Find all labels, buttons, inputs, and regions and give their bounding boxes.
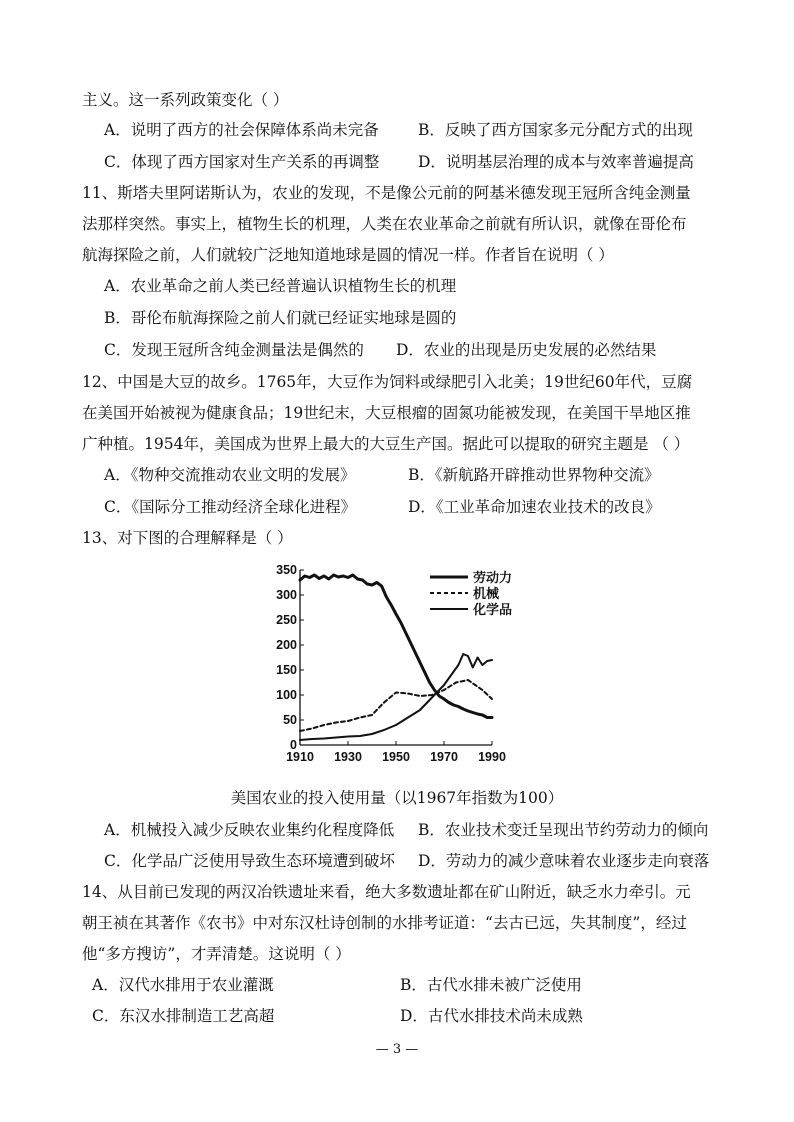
series-line-2 <box>300 680 492 731</box>
q10-option-c: C．体现了西方国家对生产关系的再调整 <box>104 153 380 171</box>
y-tick-label: 200 <box>276 638 297 652</box>
q11-option-a: A．农业革命之前人类已经普遍认识植物生长的机理 <box>104 277 457 295</box>
q10-option-b: B．反映了西方国家多元分配方式的出现 <box>418 121 693 139</box>
page-number: — 3 — <box>375 1042 419 1057</box>
series-line-3 <box>300 654 492 740</box>
q12-option-d: D．《工业革命加速农业技术的改良》 <box>408 498 661 516</box>
q10-option-d: D．说明基层治理的成本与效率普遍提高 <box>418 153 694 171</box>
y-tick-label: 50 <box>283 713 297 727</box>
q11-stem-line-1: 11、斯塔夫里阿诺斯认为，农业的发现，不是像公元前的阿基米德发现王冠所含纯金测量 <box>82 184 691 202</box>
q12-stem-line-1: 12、中国是大豆的故乡。1765年，大豆作为饲料或绿肥引入北美；19世纪60年代，豆腐 <box>82 373 693 391</box>
q14-stem-line-3: 他“多方搜访”，才弄清楚。这说明（ ） <box>82 945 351 963</box>
y-tick-label: 0 <box>290 738 297 752</box>
q12-option-b: B．《新航路开辟推动世界物种交流》 <box>408 466 660 484</box>
q14-stem-line-2: 朝王祯在其著作《农书》中对东汉杜诗创制的水排考证道：“去古已远，失其制度”，经过 <box>82 914 687 932</box>
q13-option-d: D．劳动力的减少意味着农业逐步走向衰落 <box>418 852 710 870</box>
q11-option-d: D．农业的出现是历史发展的必然结果 <box>396 341 657 359</box>
q12-option-c: C．《国际分工推动经济全球化进程》 <box>104 498 357 516</box>
x-tick-label: 1910 <box>286 750 314 764</box>
line-chart-svg <box>270 560 540 775</box>
y-tick-label: 150 <box>276 663 297 677</box>
legend-label-3: 化学品 <box>473 603 513 618</box>
q13-option-a: A．机械投入减少反映农业集约化程度降低 <box>104 821 395 839</box>
q14-option-c: C．东汉水排制造工艺高超 <box>92 1007 275 1025</box>
y-tick-label: 300 <box>276 588 297 602</box>
q14-option-a: A．汉代水排用于农业灌溉 <box>92 976 274 994</box>
legend-label-1: 劳动力 <box>473 571 513 586</box>
q11-stem-line-3: 航海探险之前，人们就较广泛地知道地球是圆的情况一样。作者旨在说明（ ） <box>82 246 614 264</box>
q14-option-b: B．古代水排未被广泛使用 <box>400 976 582 994</box>
q13-stem: 13、对下图的合理解释是（ ） <box>82 529 293 547</box>
q11-stem-line-2: 法那样突然。事实上，植物生长的机理，人类在农业革命之前就有所认识，就像在哥伦布 <box>82 215 687 233</box>
q10-stem-tail: 主义。这一系列政策变化（ ） <box>82 91 289 109</box>
q14-option-d: D．古代水排技术尚未成熟 <box>400 1007 583 1025</box>
q11-option-b: B．哥伦布航海探险之前人们就已经证实地球是圆的 <box>104 309 457 327</box>
q12-option-a: A．《物种交流推动农业文明的发展》 <box>104 466 356 484</box>
q11-option-c: C．发现王冠所含纯金测量法是偶然的 <box>104 341 364 359</box>
q14-stem-line-1: 14、从目前已发现的两汉冶铁遗址来看，绝大多数遗址都在矿山附近，缺乏水力牵引。元 <box>82 883 691 901</box>
x-tick-label: 1930 <box>334 750 362 764</box>
chart-caption: 美国农业的投入使用量（以1967年指数为100） <box>230 789 564 807</box>
q12-stem-line-2: 在美国开始被视为健康食品；19世纪末，大豆根瘤的固氮功能被发现，在美国干旱地区推 <box>82 404 691 422</box>
series-line-1 <box>300 575 492 718</box>
x-tick-label: 1990 <box>478 750 506 764</box>
y-tick-label: 250 <box>276 613 297 627</box>
q13-option-b: B．农业技术变迁呈现出节约劳动力的倾向 <box>418 821 709 839</box>
q10-option-a: A．说明了西方的社会保障体系尚未完备 <box>104 121 379 139</box>
input-usage-chart <box>270 560 540 775</box>
x-tick-label: 1950 <box>382 750 410 764</box>
x-tick-label: 1970 <box>430 750 458 764</box>
y-tick-label: 100 <box>276 688 297 702</box>
y-tick-label: 350 <box>276 563 297 577</box>
legend-label-2: 机械 <box>473 587 500 602</box>
q12-stem-line-3: 广种植。1954年，美国成为世界上最大的大豆生产国。据此可以提取的研究主题是 （ ） <box>82 435 690 453</box>
q13-option-c: C．化学品广泛使用导致生态环境遭到破坏 <box>104 852 395 870</box>
